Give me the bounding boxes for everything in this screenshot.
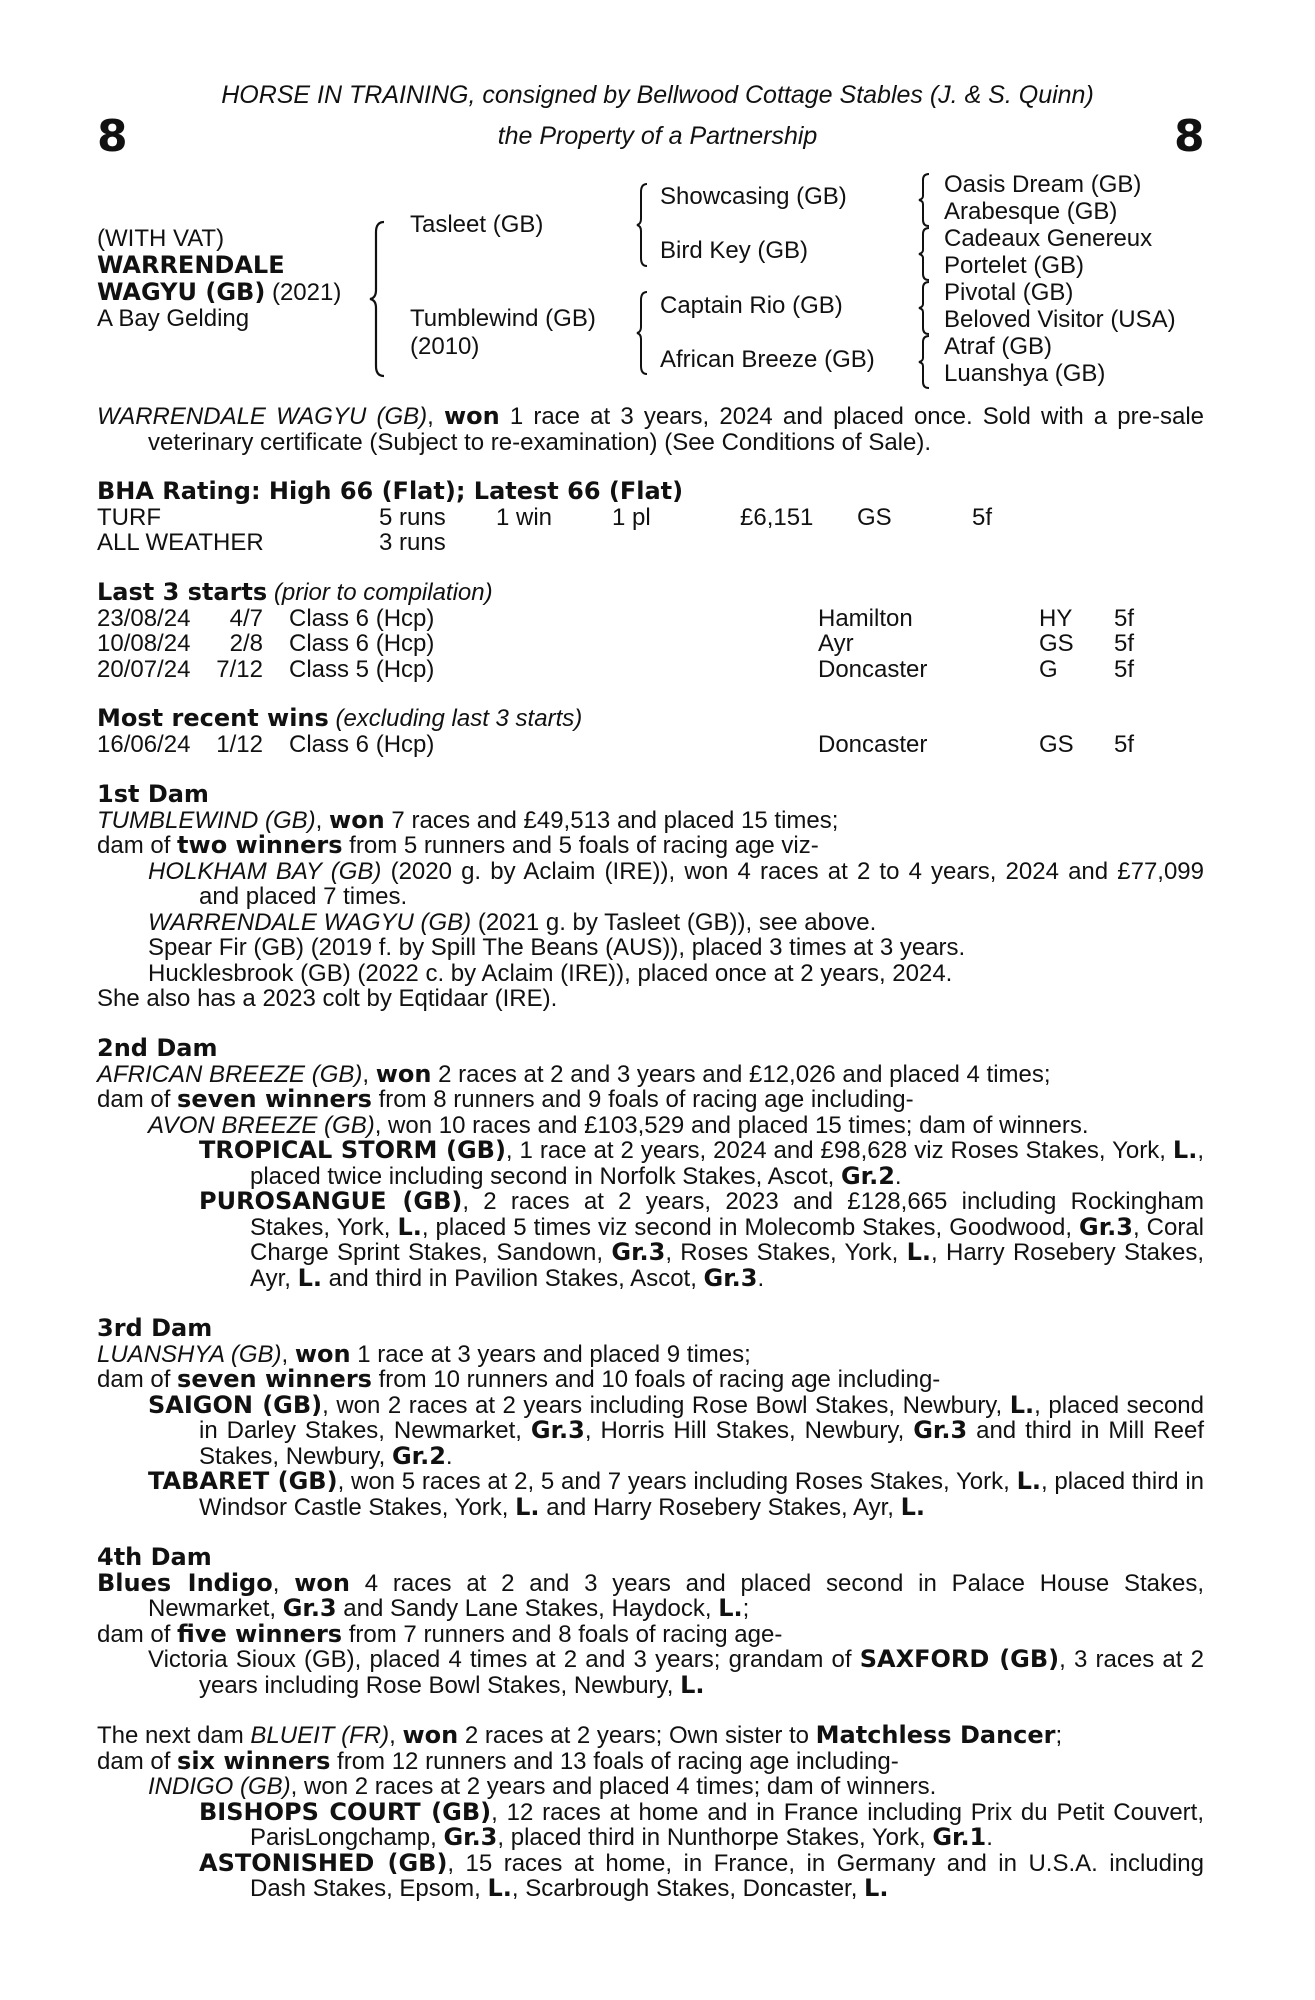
ggp-1: Oasis Dream (GB)	[944, 171, 1142, 198]
produce-text: and third in Mill Reef Stakes, Newbury,	[199, 1417, 1204, 1470]
produce-name: AVON BREEZE (GB)	[148, 1111, 375, 1139]
produce-text: , placed third in Windsor Castle Stakes, York,	[199, 1468, 1205, 1521]
start-row	[97, 606, 1204, 632]
start-distance: 5f	[1114, 655, 1135, 683]
group-label: Gr.3	[1079, 1212, 1133, 1241]
produce-text: and Harry Rosebery Stakes, Ayr,	[539, 1493, 901, 1521]
produce-name: TABARET (GB)	[148, 1467, 338, 1495]
ggp-3: Cadeaux Genereux	[944, 225, 1153, 252]
last-3-starts	[97, 580, 1204, 682]
lot-number-right: 8	[1174, 111, 1205, 162]
win-row	[97, 732, 1204, 758]
winners-count: six winners	[177, 1746, 331, 1775]
listed-label: L.	[900, 1492, 926, 1521]
produce-text: , placed 5 times viz second in Molecomb Stakes, Goodwood,	[421, 1213, 1080, 1241]
next-dam-name: BLUEIT (FR)	[250, 1722, 390, 1749]
property-line: the Property of a Partnership	[497, 122, 818, 150]
fourth-dam-name: Blues Indigo	[97, 1568, 273, 1597]
horse-name-line1: WARRENDALE	[97, 251, 285, 279]
start-course: Ayr	[818, 630, 854, 657]
winners-count: seven winners	[177, 1085, 372, 1113]
start-course: Doncaster	[818, 655, 928, 683]
first-dam-name: TUMBLEWIND (GB)	[97, 806, 316, 834]
ggp-7: Atraf (GB)	[944, 333, 1053, 360]
produce-text: from 8 runners and 9 foals of racing age including-	[371, 1086, 914, 1113]
produce-text: , 12 races at home and in France including Prix du Petit Couvert, ParisLongchamp,	[250, 1798, 1204, 1851]
dam-bracket	[635, 290, 649, 376]
next-dam-record	[97, 1723, 1204, 1749]
listed-label: L.	[515, 1492, 540, 1521]
punctuation: ,	[272, 1569, 295, 1597]
won-label: won	[402, 1721, 459, 1749]
next-dam-text: 2 races at 2 years; Own sister to	[458, 1722, 816, 1749]
aw-label: ALL WEATHER	[97, 529, 264, 556]
ggp-2: Arabesque (GB)	[944, 198, 1118, 225]
dam: Tumblewind (GB)	[410, 305, 596, 332]
start-distance: 5f	[1114, 604, 1135, 632]
summary-text: 1 race at 3 years, 2024 and placed once. Sold with a pre-sale veterinary certificate (Subject to re-examination) (See Conditions of Sale).	[148, 403, 1205, 456]
start-distance: 5f	[1114, 630, 1135, 657]
listed-label: L.	[487, 1874, 512, 1902]
next-dam-text: The next dam	[97, 1722, 251, 1749]
horse-name-line2: WAGYU (GB)	[97, 278, 266, 306]
listed-label: L.	[864, 1874, 889, 1902]
ggp-8: Luanshya (GB)	[944, 360, 1106, 387]
punctuation: .	[445, 1442, 453, 1470]
turf-placed: 1 pl	[612, 503, 651, 531]
dam-of-label: dam of	[97, 1747, 178, 1775]
produce-astonished	[97, 1848, 1204, 1902]
produce-warrendale-wagyu	[97, 910, 1204, 936]
dam-of-label: dam of	[97, 1086, 178, 1113]
produce-hucklesbrook: Hucklesbrook (GB) (2022 c. by Aclaim (IRE)), placed once at 2 years, 2024.	[148, 959, 953, 987]
first-dam-produce-summary	[97, 833, 1204, 859]
dam-sire: Captain Rio (GB)	[660, 292, 843, 319]
produce-name: ASTONISHED (GB)	[199, 1848, 448, 1877]
g3-bracket-2	[917, 226, 931, 282]
produce-tropical-storm	[97, 1138, 1204, 1189]
third-dam-record: LUANSHYA (GB), won 1 race at 3 years and placed 9 times;	[97, 1339, 751, 1368]
last3-heading: Last 3 starts	[97, 578, 268, 606]
produce-text: , placed twice including second in Norfolk Stakes, Ascot,	[250, 1137, 1204, 1190]
produce-text: from 7 runners and 8 foals of racing age-	[342, 1620, 783, 1648]
last3-heading-line	[97, 580, 1204, 606]
start-date: 10/08/24	[97, 630, 191, 657]
produce-text: , placed second in Darley Stakes, Newmarket,	[199, 1391, 1205, 1444]
produce-text: from 10 runners and 10 foals of racing age including-	[371, 1366, 941, 1393]
produce-spear-fir: Spear Fir (GB) (2019 f. by Spill The Beans (AUS)), placed 3 times at 3 years.	[148, 934, 966, 961]
third-dam-produce-summary	[97, 1367, 1204, 1393]
first-dam-record: TUMBLEWIND (GB), won 7 races and £49,513 and placed 15 times;	[97, 805, 839, 834]
g3-bracket-4	[917, 334, 931, 390]
produce-name: BISHOPS COURT (GB)	[199, 1797, 492, 1826]
fourth-dam-record	[97, 1568, 1204, 1622]
produce-text: , 3 races at 2 years including Rose Bowl Stakes, Newbury,	[199, 1646, 1204, 1699]
rating-section	[97, 479, 1204, 556]
produce-purosangue	[97, 1189, 1204, 1291]
start-going: HY	[1039, 604, 1073, 632]
second-dam-produce-summary	[97, 1087, 1204, 1113]
wins-heading: Most recent wins	[97, 704, 329, 732]
fourth-dam-text: and Sandy Lane Stakes, Haydock,	[336, 1595, 719, 1622]
ggp-5: Pivotal (GB)	[944, 279, 1074, 306]
listed-label: L.	[906, 1238, 932, 1266]
produce-tabaret	[97, 1469, 1204, 1520]
most-recent-wins	[97, 706, 1204, 757]
punctuation: ,	[389, 1722, 403, 1749]
win-position: 1/12	[216, 730, 263, 758]
second-dam-name: AFRICAN BREEZE (GB)	[97, 1060, 363, 1088]
second-dam-heading: 2nd Dam	[97, 1034, 218, 1062]
start-date: 20/07/24	[97, 655, 191, 683]
group-label: Gr.2	[840, 1161, 895, 1190]
start-date: 23/08/24	[97, 604, 191, 632]
produce-saigon	[97, 1390, 1205, 1470]
third-dam-name: LUANSHYA (GB)	[97, 1340, 282, 1368]
sire-bracket	[635, 182, 649, 268]
lot-number-left: 8	[97, 111, 128, 162]
last3-note: (prior to compilation)	[267, 579, 493, 606]
punctuation: ;	[742, 1595, 750, 1622]
win-class: Class 6 (Hcp)	[289, 730, 435, 758]
produce-text: , Scarbrough Stakes, Doncaster,	[511, 1875, 865, 1902]
horse-year: (2021)	[265, 279, 342, 306]
vat-label: (WITH VAT)	[97, 225, 225, 252]
produce-name: INDIGO (GB)	[148, 1773, 291, 1800]
start-row	[97, 657, 1204, 683]
produce-name: SAIGON (GB)	[148, 1390, 323, 1419]
produce-text: , 2 races at 2 years, 2023 and £128,665 including Rockingham Stakes, York,	[250, 1188, 1205, 1241]
start-class: Class 5 (Hcp)	[289, 655, 435, 683]
wins-note: (excluding last 3 starts)	[328, 705, 583, 732]
produce-name: TROPICAL STORM (GB)	[199, 1136, 506, 1164]
turf-going: GS	[857, 503, 892, 531]
start-row	[97, 631, 1204, 657]
dam-of-label: dam of	[97, 832, 178, 859]
won-label: won	[375, 1059, 432, 1088]
listed-label: L.	[680, 1670, 705, 1699]
produce-text: , won 2 races at 2 years including Rose Bowl Stakes, Newbury,	[322, 1391, 1010, 1419]
summary-won: won	[443, 402, 500, 430]
winners-count: seven winners	[177, 1365, 372, 1393]
group-label: Gr.3	[443, 1823, 498, 1851]
dam-dam: African Breeze (GB)	[660, 346, 875, 373]
produce-name: WARRENDALE WAGYU (GB)	[148, 908, 472, 936]
wins-heading-line	[97, 706, 1204, 732]
group-label: Gr.3	[611, 1238, 666, 1266]
third-dam-heading: 3rd Dam	[97, 1314, 213, 1342]
start-position: 2/8	[229, 630, 263, 657]
produce-text: (2021 g. by Tasleet (GB)), see above.	[471, 908, 877, 936]
produce-name: SAXFORD (GB)	[859, 1645, 1060, 1673]
produce-note: She also has a 2023 colt by Eqtidaar (IRE).	[97, 985, 558, 1012]
sire-sire: Showcasing (GB)	[660, 183, 847, 210]
produce-name: PUROSANGUE (GB)	[199, 1187, 463, 1215]
aw-runs: 3 runs	[379, 529, 446, 556]
punctuation: .	[986, 1824, 993, 1851]
group-label: Gr.3	[703, 1263, 758, 1292]
turf-distance: 5f	[972, 503, 993, 531]
summary-name: WARRENDALE WAGYU (GB)	[97, 403, 428, 430]
start-class: Class 6 (Hcp)	[289, 604, 435, 632]
turf-earnings: £6,151	[740, 503, 814, 531]
produce-bishops-court	[97, 1797, 1204, 1851]
start-going: G	[1039, 655, 1058, 683]
pedigree-bracket	[368, 220, 386, 378]
turf-wins: 1 win	[496, 503, 553, 531]
sire: Tasleet (GB)	[410, 211, 544, 238]
produce-indigo	[97, 1774, 1204, 1800]
listed-label: L.	[718, 1594, 743, 1622]
winners-count: five winners	[177, 1619, 343, 1648]
produce-victoria-sioux	[97, 1647, 1204, 1698]
produce-text: from 5 runners and 5 foals of racing age viz-	[342, 832, 819, 859]
g3-bracket-1	[917, 172, 931, 228]
punctuation: .	[894, 1162, 902, 1190]
next-dam-produce-summary	[97, 1746, 1204, 1775]
produce-text: (2020 g. by Aclaim (IRE)), won 4 races at 2 to 4 years, 2024 and £77,099 and placed 7 times.	[199, 857, 1205, 910]
produce-text: , won 2 races at 2 years and placed 4 times; dam of winners.	[290, 1773, 937, 1800]
aw-row	[97, 530, 1204, 556]
produce-holkham-bay	[97, 859, 1204, 910]
fourth-dam-section	[97, 1545, 1204, 1698]
win-date: 16/06/24	[97, 730, 191, 758]
produce-text: , Harry Rosebery Stakes, Ayr,	[250, 1239, 1204, 1292]
start-course: Hamilton	[818, 604, 913, 632]
produce-text: , Coral Charge Sprint Stakes, Sandown,	[250, 1213, 1204, 1266]
rating-heading: BHA Rating: High 66 (Flat); Latest 66 (Flat)	[97, 477, 684, 505]
group-label: Gr.3	[913, 1416, 968, 1444]
listed-label: L.	[1172, 1136, 1198, 1164]
listed-label: L.	[397, 1212, 422, 1241]
produce-text: , 1 race at 2 years, 2024 and £98,628 viz Roses Stakes, York,	[505, 1137, 1173, 1164]
produce-text: Victoria Sioux (GB), placed 4 times at 2 and 3 years; grandam of	[148, 1646, 860, 1673]
horse-summary: WARRENDALE WAGYU (GB), won 1 race at 3 years, 2024 and placed once. Sold with a pre-sale veterinary certificate (Subject to re-examination) (See Conditions of Sale).	[97, 402, 1205, 456]
win-distance: 5f	[1114, 730, 1135, 758]
ggp-6: Beloved Visitor (USA)	[944, 306, 1176, 333]
fourth-dam-text: 4 races at 2 and 3 years and placed second in Palace House Stakes, Newmarket,	[148, 1569, 1204, 1622]
sister-name: Matchless Dancer	[815, 1721, 1056, 1749]
produce-text: , Roses Stakes, York,	[665, 1239, 907, 1266]
start-position: 7/12	[216, 655, 263, 683]
group-label: Gr.3	[530, 1416, 585, 1444]
sire-dam: Bird Key (GB)	[660, 237, 809, 264]
turf-runs: 5 runs	[379, 503, 446, 531]
first-dam-heading: 1st Dam	[97, 780, 209, 808]
start-position: 4/7	[229, 604, 263, 632]
won-label: won	[294, 1568, 350, 1597]
group-label: Gr.1	[932, 1823, 987, 1851]
produce-text: , won 5 races at 2, 5 and 7 years including Roses Stakes, York,	[337, 1468, 1017, 1495]
horse-name-line2-wrap	[97, 278, 341, 307]
listed-label: L.	[1009, 1390, 1035, 1419]
start-going: GS	[1039, 630, 1074, 657]
horse-description: A Bay Gelding	[97, 305, 250, 332]
first-dam-section	[97, 782, 1204, 1012]
ggp-4: Portelet (GB)	[944, 252, 1085, 279]
won-label: won	[329, 805, 385, 834]
produce-text: and third in Pavilion Stakes, Ascot,	[322, 1264, 704, 1292]
fourth-dam-produce-summary	[97, 1619, 1204, 1648]
produce-avon-breeze	[97, 1113, 1204, 1139]
produce-name: HOLKHAM BAY (GB)	[148, 857, 382, 885]
produce-text: , Horris Hill Stakes, Newbury,	[584, 1417, 914, 1444]
won-label: won	[294, 1339, 351, 1368]
next-dam-section	[97, 1723, 1204, 1902]
win-course: Doncaster	[818, 730, 928, 758]
turf-label: TURF	[97, 503, 161, 531]
second-dam-section	[97, 1036, 1204, 1291]
consignor-line: HORSE IN TRAINING, consigned by Bellwood Cottage Stables (J. & S. Quinn)	[221, 81, 1094, 109]
second-dam-record: AFRICAN BREEZE (GB), won 2 races at 2 and 3 years and £12,026 and placed 4 times;	[97, 1059, 1051, 1088]
g3-bracket-3	[917, 280, 931, 336]
produce-text: , won 10 races and £103,529 and placed 15 times; dam of winners.	[374, 1111, 1089, 1139]
produce-text: , 15 races at home, in France, in Germany and in U.S.A. including Dash Stakes, Epsom,	[250, 1849, 1204, 1902]
first-dam-text: 7 races and £49,513 and placed 15 times;	[384, 806, 839, 834]
group-label: Gr.2	[391, 1441, 446, 1470]
punctuation: ;	[1055, 1722, 1063, 1749]
produce-text: from 12 runners and 13 foals of racing age including-	[330, 1747, 899, 1775]
fourth-dam-heading: 4th Dam	[97, 1543, 212, 1571]
win-going: GS	[1039, 730, 1074, 758]
third-dam-section	[97, 1316, 1204, 1520]
second-dam-text: 2 races at 2 and 3 years and £12,026 and placed 4 times;	[431, 1060, 1051, 1088]
dam-year: (2010)	[410, 333, 480, 360]
dam-of-label: dam of	[97, 1366, 178, 1393]
listed-label: L.	[297, 1263, 322, 1292]
listed-label: L.	[1016, 1467, 1041, 1495]
produce-text: , placed third in Nunthorpe Stakes, York,	[497, 1824, 933, 1851]
start-class: Class 6 (Hcp)	[289, 630, 435, 657]
turf-row	[97, 505, 1204, 531]
punctuation: .	[757, 1264, 765, 1292]
winners-count: two winners	[177, 831, 343, 859]
dam-of-label: dam of	[97, 1620, 178, 1648]
third-dam-text: 1 race at 3 years and placed 9 times;	[350, 1340, 751, 1368]
group-label: Gr.3	[282, 1594, 337, 1622]
